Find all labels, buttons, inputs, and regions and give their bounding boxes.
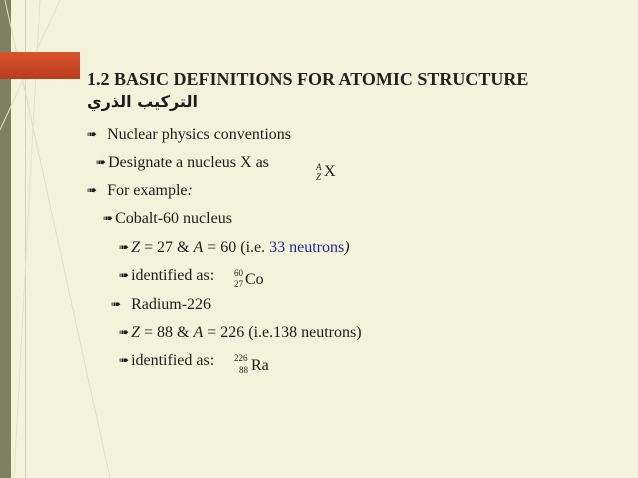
pointing-hand-icon: ➠	[119, 240, 130, 254]
title-accent-tab	[0, 52, 80, 79]
slide-title: 1.2 BASIC DEFINITIONS FOR ATOMIC STRUCTURE	[87, 69, 529, 89]
neutron-count-highlight: 33 neutrons	[269, 239, 345, 256]
pointing-hand-icon: ➠	[103, 211, 114, 225]
bullet-for-example: ➠ For example:	[87, 182, 193, 199]
bullet-cobalt-values: ➠ Z = 27 & A = 60 (i.e. 33 neutrons)	[119, 239, 350, 256]
bullet-cobalt-nucleus: ➠ Cobalt-60 nucleus	[103, 210, 232, 227]
pointing-hand-icon: ➠	[119, 325, 130, 339]
bullet-radium-values: ➠ Z = 88 & A = 226 (i.e.138 neutrons)	[119, 324, 362, 341]
pointing-hand-icon: ➠	[87, 127, 98, 141]
bullet-cobalt-identified: ➠ identified as:	[119, 267, 215, 284]
pointing-hand-icon: ➠	[119, 353, 130, 367]
bullet-radium-identified: ➠ identified as:	[119, 352, 215, 369]
bullet-designate: ➠ Designate a nucleus X as	[96, 154, 269, 171]
pointing-hand-icon: ➠	[119, 268, 130, 282]
bullet-nuclear-conventions: ➠ Nuclear physics conventions	[87, 126, 292, 143]
bullet-radium: ➠ Radium-226	[111, 296, 212, 313]
pointing-hand-icon: ➠	[96, 155, 107, 169]
pointing-hand-icon: ➠	[87, 183, 98, 197]
slide-subtitle-arabic: التركيب الذري	[87, 92, 198, 111]
pointing-hand-icon: ➠	[111, 297, 122, 311]
